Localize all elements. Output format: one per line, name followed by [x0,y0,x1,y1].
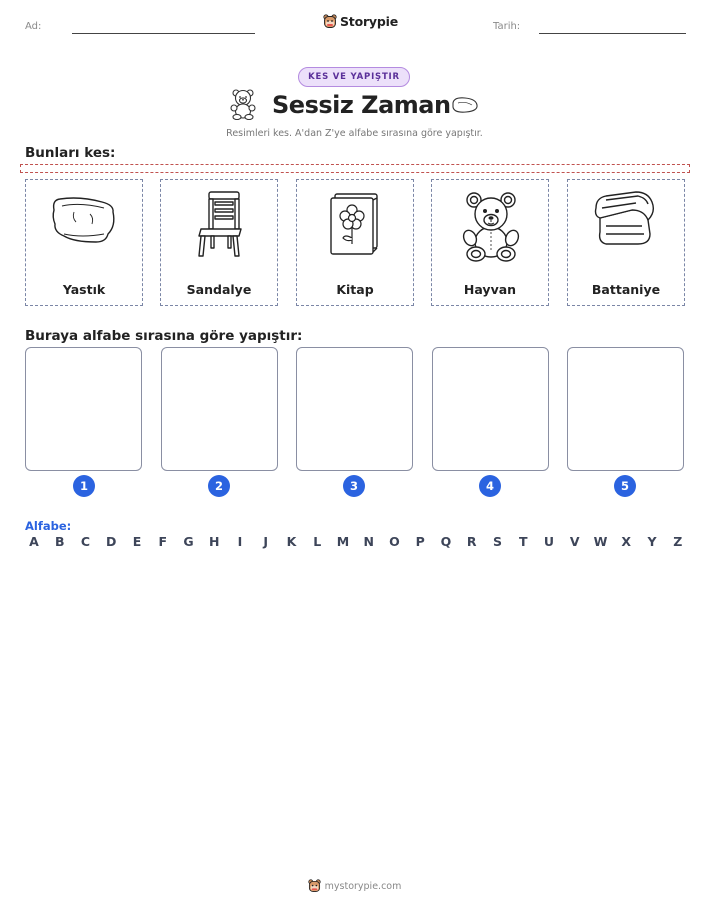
slot-number-badge: 5 [614,475,636,497]
book-icon [321,190,391,260]
bear-mascot-icon [323,14,337,29]
alphabet-letter: Z [673,534,683,549]
alphabet-letter: L [313,534,322,549]
slot-number-badge: 1 [73,475,95,497]
storypie-logo [323,14,398,29]
slot-number-badge: 2 [208,475,230,497]
paste-heading: Buraya alfabe sırasına göre yapıştır: [25,328,303,344]
alphabet-letter: C [80,534,91,549]
cut-card-book[interactable] [296,179,414,306]
alphabet-letter: A [29,534,39,549]
teddy-bear-icon [228,88,258,120]
paste-slot-1[interactable] [25,347,142,471]
alphabet-letter: Q [440,534,452,549]
bear-mascot-icon [308,879,321,893]
blanket-icon [592,190,662,250]
cut-line [20,164,690,173]
paste-slot-4[interactable] [432,347,549,471]
alphabet-letter: J [263,534,269,549]
cut-heading: Bunları kes: [25,145,116,161]
pillow-icon [50,190,120,252]
cut-card-blanket[interactable] [567,179,685,306]
date-label: Tarih: [493,21,521,32]
name-line[interactable] [72,33,255,34]
alphabet-letter: I [237,534,243,549]
alphabet-letter: T [518,534,528,549]
alphabet-letter: E [132,534,142,549]
brand-name: Storypie [340,14,398,29]
footer-url[interactable]: mystorypie.com [324,880,402,892]
name-label: Ad: [25,21,42,32]
alphabet-letter: B [54,534,65,549]
chair-icon [185,190,255,260]
paste-slot-2[interactable] [161,347,278,471]
alphabet-letter: S [492,534,502,549]
alphabet-letter: U [543,534,555,549]
alphabet-letter: Y [647,534,657,549]
paste-slot-5[interactable] [567,347,684,471]
card-label: Battaniye [591,282,661,297]
footer [0,879,709,893]
cut-card-pillow[interactable] [25,179,143,306]
alphabet-letter: D [106,534,117,549]
slot-number-badge: 3 [343,475,365,497]
alphabet-letter: N [363,534,374,549]
card-label: Sandalye [186,282,252,297]
card-label: Yastık [62,282,106,297]
alphabet-letter: G [183,534,194,549]
cut-card-teddy-bear[interactable] [431,179,549,306]
alphabet-letter: R [466,534,477,549]
alphabet-letter: O [389,534,400,549]
pillow-icon [450,95,480,115]
alphabet-letter: P [415,534,425,549]
cut-card-chair[interactable] [160,179,278,306]
alphabet-letter: V [569,534,580,549]
alphabet-letter: M [336,534,350,549]
alphabet-letter: W [593,534,608,549]
activity-badge: KES VE YAPIŞTIR [298,67,410,87]
teddy-bear-icon [456,190,526,262]
card-label: Hayvan [463,282,517,297]
paste-slot-3[interactable] [296,347,413,471]
alphabet-title: Alfabe: [25,519,72,533]
card-label: Kitap [336,282,374,297]
alphabet-row [26,534,686,549]
alphabet-letter: F [158,534,168,549]
alphabet-letter: H [209,534,220,549]
slot-number-badge: 4 [479,475,501,497]
date-line[interactable] [539,33,686,34]
page-title: Sessiz Zaman [272,91,451,119]
instructions: Resimleri kes. A'dan Z'ye alfabe sırasına göre yapıştır. [226,128,483,139]
alphabet-letter: K [286,534,297,549]
alphabet-letter: X [621,534,632,549]
